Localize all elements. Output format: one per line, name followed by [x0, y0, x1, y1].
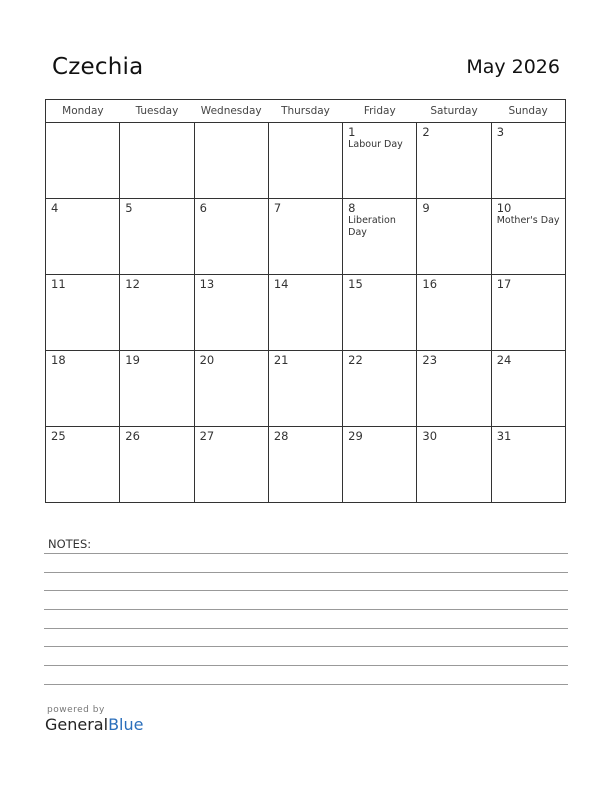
day-cell	[417, 123, 491, 199]
day-number: 9	[422, 201, 430, 215]
day-number: 14	[273, 277, 289, 291]
day-cell	[194, 275, 268, 351]
day-number: 21	[273, 353, 289, 367]
day-number: 8	[348, 201, 356, 215]
notes-line	[44, 553, 568, 554]
weekday-monday: Monday	[46, 100, 120, 123]
day-cell	[343, 199, 417, 275]
day-number: 31	[496, 429, 512, 443]
day-number: 25	[51, 429, 66, 443]
week-row	[46, 427, 566, 503]
weekday-header-row	[46, 100, 566, 123]
day-cell	[491, 427, 565, 503]
day-cell	[268, 351, 342, 427]
day-cell	[46, 199, 120, 275]
day-number: 27	[199, 429, 215, 443]
day-number: 7	[273, 201, 282, 215]
day-cell	[120, 351, 194, 427]
country-title: Czechia	[52, 54, 144, 80]
day-number: 6	[199, 201, 207, 215]
notes-line	[44, 590, 568, 591]
day-number: 20	[199, 353, 215, 367]
day-cell	[194, 427, 268, 503]
day-cell	[343, 351, 417, 427]
notes-line	[44, 646, 568, 647]
day-number: 18	[51, 353, 66, 367]
day-cell	[343, 123, 417, 199]
notes-line	[44, 572, 568, 573]
logo-general: General	[45, 715, 109, 734]
day-number: 16	[422, 277, 438, 291]
weekday-wednesday: Wednesday	[194, 100, 268, 123]
day-cell	[491, 123, 565, 199]
day-number: 11	[51, 277, 66, 291]
day-number: 26	[125, 429, 140, 443]
day-cell	[417, 199, 491, 275]
day-number: 28	[273, 429, 289, 443]
calendar-grid	[45, 99, 566, 503]
day-cell	[120, 427, 194, 503]
day-number: 13	[199, 277, 215, 291]
powered-by-text: powered by	[47, 705, 105, 715]
day-cell	[120, 123, 194, 199]
week-row	[46, 351, 566, 427]
weekday-thursday: Thursday	[268, 100, 342, 123]
day-cell	[268, 123, 342, 199]
day-cell	[46, 427, 120, 503]
month-title: May 2026	[466, 56, 560, 78]
weekday-friday: Friday	[343, 100, 417, 123]
day-cell	[46, 351, 120, 427]
generalblue-logo	[45, 715, 143, 734]
notes-label: NOTES:	[48, 537, 92, 551]
week-row	[46, 275, 566, 351]
weekday-tuesday: Tuesday	[120, 100, 194, 123]
day-number: 12	[125, 277, 140, 291]
day-number: 22	[348, 353, 363, 367]
week-row	[46, 123, 566, 199]
weekday-sunday: Sunday	[491, 100, 565, 123]
notes-line	[44, 628, 568, 629]
day-cell	[46, 275, 120, 351]
weekday-saturday: Saturday	[417, 100, 491, 123]
day-number: 5	[125, 201, 133, 215]
day-number: 3	[496, 125, 505, 139]
day-number: 15	[348, 277, 363, 291]
holiday-label: Liberation Day	[348, 215, 396, 238]
holiday-label: Labour Day	[348, 139, 403, 150]
day-cell	[194, 123, 268, 199]
day-number: 19	[125, 353, 140, 367]
day-number: 30	[422, 429, 438, 443]
day-cell	[491, 199, 565, 275]
day-cell	[194, 199, 268, 275]
day-number: 2	[422, 125, 430, 139]
day-number: 23	[422, 353, 438, 367]
day-cell	[417, 275, 491, 351]
brand-footer	[45, 705, 143, 734]
day-cell	[268, 427, 342, 503]
day-cell	[46, 123, 120, 199]
day-cell	[491, 275, 565, 351]
notes-line	[44, 684, 568, 685]
day-cell	[343, 427, 417, 503]
day-cell	[491, 351, 565, 427]
day-number: 17	[496, 277, 512, 291]
notes-line	[44, 665, 568, 666]
day-cell	[343, 275, 417, 351]
logo-blue: Blue	[108, 715, 144, 734]
day-number: 29	[348, 429, 363, 443]
day-cell	[417, 351, 491, 427]
day-number: 4	[51, 201, 59, 215]
day-number: 24	[496, 353, 512, 367]
day-cell	[120, 275, 194, 351]
day-number: 1	[348, 125, 356, 139]
holiday-label: Mother's Day	[496, 215, 560, 226]
notes-line	[44, 609, 568, 610]
day-number: 10	[496, 201, 512, 215]
day-cell	[268, 275, 342, 351]
day-cell	[417, 427, 491, 503]
day-cell	[120, 199, 194, 275]
week-row	[46, 199, 566, 275]
day-cell	[194, 351, 268, 427]
day-cell	[268, 199, 342, 275]
